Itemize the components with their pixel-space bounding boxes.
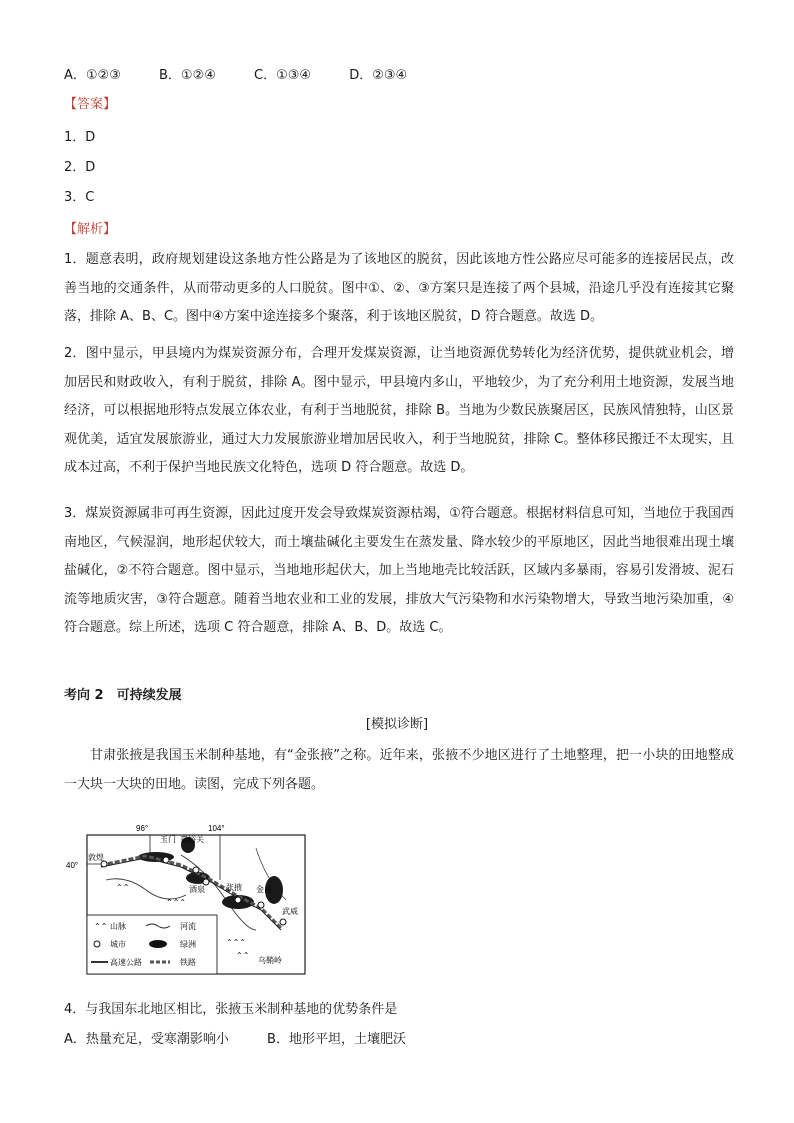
label-wushaoling: 乌鞘岭 xyxy=(258,956,282,965)
city-yumen xyxy=(163,857,169,863)
analysis-3: 3．煤炭资源属非可再生资源，因此过度开发会导致煤炭资源枯竭，①符合题意。根据材料信息可知，当地位于我国西南地区，气候湿润，地形起伏较大，而土壤盐碱化主要发生在蒸发量、降水较少的平原地区，因此当地很难出现土壤盐碱化，②不符合题意。图中显示，当地地形起伏大，加上当地地壳比较活跃，区域内多暴雨，容易引发滑坡、泥石流等地质灾害，③符合题意。随着当地农业和工业的发展，排放大气污染物和水污染物增大，导致当地污染加重，④符合题意。综上所述，选项 C 符合题意，排除 A、B、D。故选 C。 xyxy=(64,506,734,635)
analysis-1: 1．题意表明，政府规划建设这条地方性公路是为了该地区的脱贫，因此该地方性公路应尽可能多的连接居民点，改善当地的交通条件，从而带动更多的人口脱贫。图中①、②、③方案只是连接了两个县城，沿途几乎没有连接其它聚落，排除 A、B、C。图中④方案中途连接多个聚落，利于该地区脱贫，D 符合题意。故选 D。 xyxy=(64,252,734,324)
q3-option-a: A．①②③ xyxy=(64,68,121,83)
q4-option-a: A．热量充足，受寒潮影响小 xyxy=(64,1032,229,1047)
mountain-icon: ⌃⌃ xyxy=(94,922,108,931)
section-title: 考向 2 可持续发展 xyxy=(64,688,182,703)
label-jiuquan: 酒泉 xyxy=(189,885,205,894)
q3-option-c: C．①③④ xyxy=(254,68,312,83)
legend-railway: 铁路 xyxy=(180,958,196,967)
answer-1: 1．D xyxy=(64,130,96,145)
analysis-2: 2．图中显示，甲县境内为煤炭资源分布，合理开发煤炭资源，让当地资源优势转化为经济优势，提供就业机会，增加居民和财政收入，有利于脱贫，排除 A。图中显示，甲县境内多山，平地较少，为了充分利用土地资源，发展当地经济，可以根据地形特点发展立体农业，有利于当地脱贫，排除 B。当地为少数民族聚居区，民族风情独特，山区景观优美，适宜发展旅游业，通过大力发展旅游业增加居民收入，利于当地脱贫，排除 C。整体移民搬迁不太现实，且成本过高，不利于保护当地民族文化特色，选项 D 符合题意。故选 D。 xyxy=(64,346,734,475)
zhangye-map xyxy=(66,820,306,975)
mountain-icon: ⌃⌃ xyxy=(236,951,250,960)
label-yumen: 玉门 xyxy=(160,835,176,844)
lat-label-40: 40° xyxy=(66,861,79,870)
lon-label-96: 96° xyxy=(136,824,149,833)
city-icon xyxy=(94,941,100,947)
label-jinchang: 金昌 xyxy=(256,885,272,894)
q4-option-b: B．地形平坦，土壤肥沃 xyxy=(267,1032,406,1047)
legend-city: 城市 xyxy=(110,940,126,949)
q3-option-b: B．①②④ xyxy=(159,68,216,83)
q4-stem: 4．与我国东北地区相比，张掖玉米制种基地的优势条件是 xyxy=(64,1002,398,1017)
legend-mountain: 山脉 xyxy=(110,922,126,931)
city-jiayuguan xyxy=(193,867,199,873)
legend-oasis: 绿洲 xyxy=(180,940,196,949)
label-dunhuang: 敦煌 xyxy=(88,853,104,862)
label-zhangye: 张掖 xyxy=(226,883,242,892)
mountain-icon: ⌃⌃⌃ xyxy=(226,938,247,947)
q3-option-d: D．②③④ xyxy=(349,68,408,83)
city-jinchang xyxy=(258,902,264,908)
q4-options-row xyxy=(64,1030,440,1050)
mountain-icon: ⌃⌃ xyxy=(116,883,130,892)
analysis-header: 【解析】 xyxy=(64,222,117,237)
legend-river: 河流 xyxy=(180,922,196,931)
answer-2: 2．D xyxy=(64,160,96,175)
city-zhangye xyxy=(235,897,241,903)
sub-title: [模拟诊断] xyxy=(365,717,429,732)
legend-highway: 高速公路 xyxy=(110,958,142,967)
label-wuwei: 武威 xyxy=(282,907,298,916)
label-jiayuguan: 嘉峪关 xyxy=(180,835,204,844)
q3-options-row xyxy=(64,66,441,86)
answer-3: 3．C xyxy=(64,190,95,205)
oasis-icon xyxy=(149,940,167,948)
answer-header: 【答案】 xyxy=(64,97,117,112)
lon-label-104: 104° xyxy=(208,824,225,833)
city-wuwei xyxy=(280,919,286,925)
intro-text: 甘肃张掖是我国玉米制种基地，有“金张掖”之称。近年来，张掖不少地区进行了土地整理，把一小块的田地整成一大块一大块的田地。读图，完成下列各题。 xyxy=(64,748,734,792)
mountain-icon: ⌃⌃⌃ xyxy=(166,898,187,907)
